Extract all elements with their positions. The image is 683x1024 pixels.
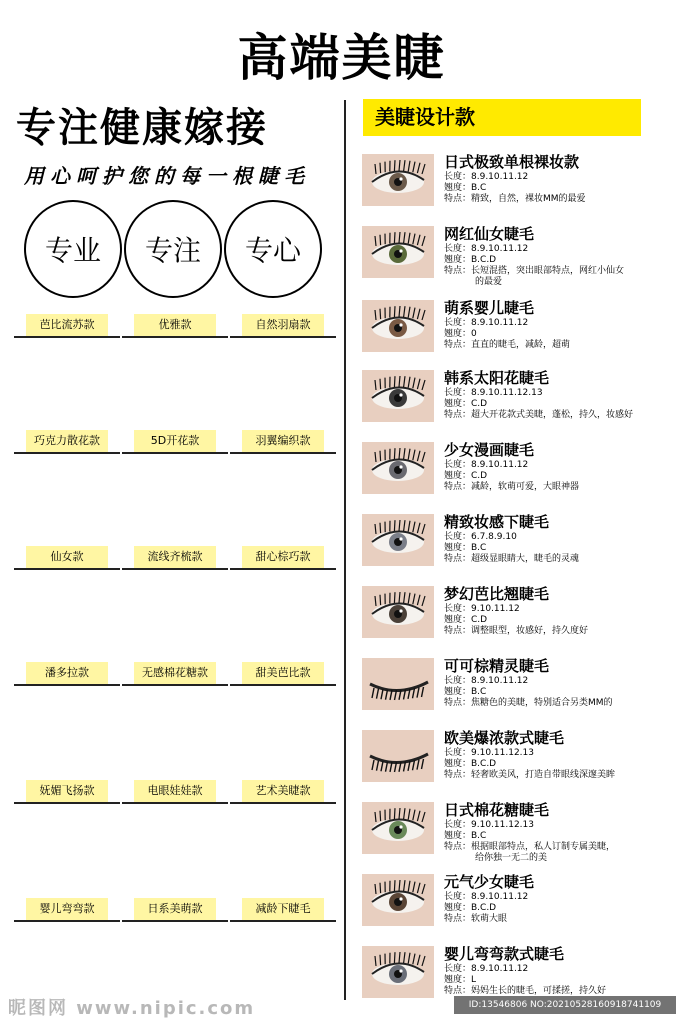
- design-feature: 特点：妈妈生长的睫毛，可揉搓，持久好: [444, 986, 607, 996]
- style-option: [14, 314, 120, 362]
- underline: [14, 336, 120, 338]
- design-feature: 特点：减龄，软萌可爱，大眼神器: [444, 482, 580, 492]
- design-entry: [362, 730, 680, 796]
- style-option-label: 羽翼编织款: [242, 430, 324, 452]
- style-option-label: 巧克力散花款: [26, 430, 108, 452]
- watermark-logo: 昵图网 www.nipic.com: [8, 998, 256, 1019]
- design-curl: 翘度：C.D: [444, 471, 488, 481]
- design-name: 可可棕精灵睫毛: [444, 657, 550, 675]
- style-option-label: 妩媚飞扬款: [26, 780, 108, 802]
- style-option-label: 电眼娃娃款: [134, 780, 216, 802]
- design-entry: [362, 802, 680, 868]
- underline: [14, 568, 120, 570]
- underline: [122, 802, 228, 804]
- design-length: 长度：9.10.11.12.13: [444, 748, 534, 758]
- design-length: 长度：8.9.10.11.12: [444, 318, 529, 328]
- design-length: 长度：6.7.8.9.10: [444, 532, 517, 542]
- eye-photo-icon: [362, 154, 434, 206]
- badge-focused: 专注: [124, 200, 222, 298]
- underline: [230, 684, 336, 686]
- design-length: 长度：9.10.11.12: [444, 604, 520, 614]
- design-name: 婴儿弯弯款式睫毛: [444, 945, 565, 963]
- style-option: [122, 780, 228, 828]
- eye-photo-icon: [362, 442, 434, 494]
- underline: [122, 920, 228, 922]
- underline: [230, 920, 336, 922]
- style-option: [230, 314, 336, 362]
- badge-professional: 专业: [24, 200, 122, 298]
- slogan: 用心呵护您的每一根睫毛: [24, 164, 310, 188]
- design-length: 长度：8.9.10.11.12: [444, 460, 529, 470]
- design-curl: 翘度：B.C: [444, 183, 487, 193]
- design-feature: 特点：软萌大眼: [444, 914, 508, 924]
- style-option: [122, 662, 228, 710]
- design-curl: 翘度：0: [444, 329, 477, 339]
- eye-photo-icon: [362, 370, 434, 422]
- design-curl: 翘度：C.D: [444, 615, 488, 625]
- design-name: 欧美爆浓款式睫毛: [444, 729, 565, 747]
- design-name: 元气少女睫毛: [444, 873, 535, 891]
- design-feature: 特点：焦糖色的美睫，特别适合另类MM的: [444, 698, 613, 708]
- style-option: [122, 898, 228, 946]
- design-name: 网红仙女睫毛: [444, 225, 535, 243]
- design-curl: 翘度：B.C.D: [444, 255, 497, 265]
- style-option-label: 流线齐梳款: [134, 546, 216, 568]
- column-divider: [344, 100, 346, 1000]
- style-option-label: 芭比流苏款: [26, 314, 108, 336]
- eye-photo-icon: [362, 802, 434, 854]
- design-name: 少女漫画睫毛: [444, 441, 535, 459]
- style-option: [230, 546, 336, 594]
- underline: [230, 452, 336, 454]
- style-option: [14, 430, 120, 478]
- style-option-label: 5D开花款: [134, 430, 216, 452]
- design-length: 长度：8.9.10.11.12: [444, 172, 529, 182]
- design-name: 日式极致单根裸妆款: [444, 153, 580, 171]
- underline: [230, 568, 336, 570]
- eye-photo-icon: [362, 300, 434, 352]
- underline: [122, 684, 228, 686]
- design-entry: [362, 442, 680, 508]
- design-name: 日式棉花糖睫毛: [444, 801, 550, 819]
- design-entry: [362, 300, 680, 366]
- eye-photo-icon: [362, 226, 434, 278]
- eye-photo-icon: [362, 586, 434, 638]
- underline: [14, 920, 120, 922]
- design-entry: [362, 658, 680, 724]
- design-feature: 的最爱: [475, 277, 503, 287]
- style-option-label: 自然羽扇款: [242, 314, 324, 336]
- section-header: 美睫设计款: [363, 99, 641, 136]
- style-option-label: 日系美萌款: [134, 898, 216, 920]
- style-option: [122, 314, 228, 362]
- style-option-label: 潘多拉款: [26, 662, 108, 684]
- style-option: [122, 430, 228, 478]
- design-name: 韩系太阳花睫毛: [444, 369, 550, 387]
- style-option-label: 无感棉花糖款: [134, 662, 216, 684]
- underline: [122, 336, 228, 338]
- design-feature: 特点：精致，自然，裸妆MM的最爱: [444, 194, 586, 204]
- style-option-label: 仙女款: [26, 546, 108, 568]
- badge-attentive: 专心: [224, 200, 322, 298]
- underline: [14, 802, 120, 804]
- design-feature: 特点：轻奢欧美风，打造自带眼线深邃美眸: [444, 770, 616, 780]
- design-curl: 翘度：B.C: [444, 831, 487, 841]
- design-feature: 特点：调整眼型，妆感好，持久度好: [444, 626, 589, 636]
- design-name: 精致妆感下睫毛: [444, 513, 550, 531]
- eye-photo-icon: [362, 514, 434, 566]
- design-curl: 翘度：L: [444, 975, 477, 985]
- design-entry: [362, 226, 680, 292]
- design-length: 长度：8.9.10.11.12: [444, 964, 529, 974]
- style-option: [230, 662, 336, 710]
- design-curl: 翘度：C.D: [444, 399, 488, 409]
- design-feature: 特点：直直的睫毛，减龄，超萌: [444, 340, 571, 350]
- style-option-label: 优雅款: [134, 314, 216, 336]
- design-feature: 特点：长短混搭，突出眼部特点，网红小仙女: [444, 266, 625, 276]
- design-length: 长度：9.10.11.12.13: [444, 820, 534, 830]
- style-option: [14, 898, 120, 946]
- design-entry: [362, 586, 680, 652]
- underline: [14, 684, 120, 686]
- eye-photo-icon: [362, 874, 434, 926]
- design-entry: [362, 514, 680, 580]
- design-feature: 给你独一无二的美: [475, 853, 548, 863]
- watermark-id: ID:13546806 NO:20210528160918741109: [454, 996, 676, 1014]
- design-feature: 特点：根据眼部特点，私人订制专属美睫，: [444, 842, 616, 852]
- underline: [122, 568, 228, 570]
- style-option: [14, 780, 120, 828]
- design-curl: 翘度：B.C: [444, 543, 487, 553]
- eye-photo-icon: [362, 658, 434, 710]
- design-curl: 翘度：B.C: [444, 687, 487, 697]
- design-length: 长度：8.9.10.11.12: [444, 892, 529, 902]
- design-name: 梦幻芭比翘睫毛: [444, 585, 550, 603]
- underline: [122, 452, 228, 454]
- eye-photo-icon: [362, 946, 434, 998]
- style-option: [122, 546, 228, 594]
- style-option: [14, 662, 120, 710]
- design-entry: [362, 874, 680, 940]
- design-length: 长度：8.9.10.11.12: [444, 676, 529, 686]
- underline: [14, 452, 120, 454]
- style-option-label: 甜美芭比款: [242, 662, 324, 684]
- style-option-label: 减龄下睫毛: [242, 898, 324, 920]
- design-curl: 翘度：B.C.D: [444, 759, 497, 769]
- style-option: [230, 898, 336, 946]
- page-title: 高端美睫: [237, 29, 446, 87]
- style-option-label: 婴儿弯弯款: [26, 898, 108, 920]
- eye-photo-icon: [362, 730, 434, 782]
- style-option: [230, 430, 336, 478]
- underline: [230, 336, 336, 338]
- design-length: 长度：8.9.10.11.12: [444, 244, 529, 254]
- underline: [230, 802, 336, 804]
- design-name: 萌系婴儿睫毛: [444, 299, 535, 317]
- design-feature: 特点：超级显眼睛大，睫毛的灵魂: [444, 554, 580, 564]
- subtitle: 专注健康嫁接: [16, 105, 268, 151]
- design-feature: 特点：超大开花款式美睫，蓬松，持久，妆感好: [444, 410, 634, 420]
- design-length: 长度：8.9.10.11.12.13: [444, 388, 543, 398]
- design-entry: [362, 154, 680, 220]
- style-option-label: 甜心棕巧款: [242, 546, 324, 568]
- design-curl: 翘度：B.C.D: [444, 903, 497, 913]
- style-option: [230, 780, 336, 828]
- style-option: [14, 546, 120, 594]
- design-entry: [362, 370, 680, 436]
- style-option-label: 艺术美睫款: [242, 780, 324, 802]
